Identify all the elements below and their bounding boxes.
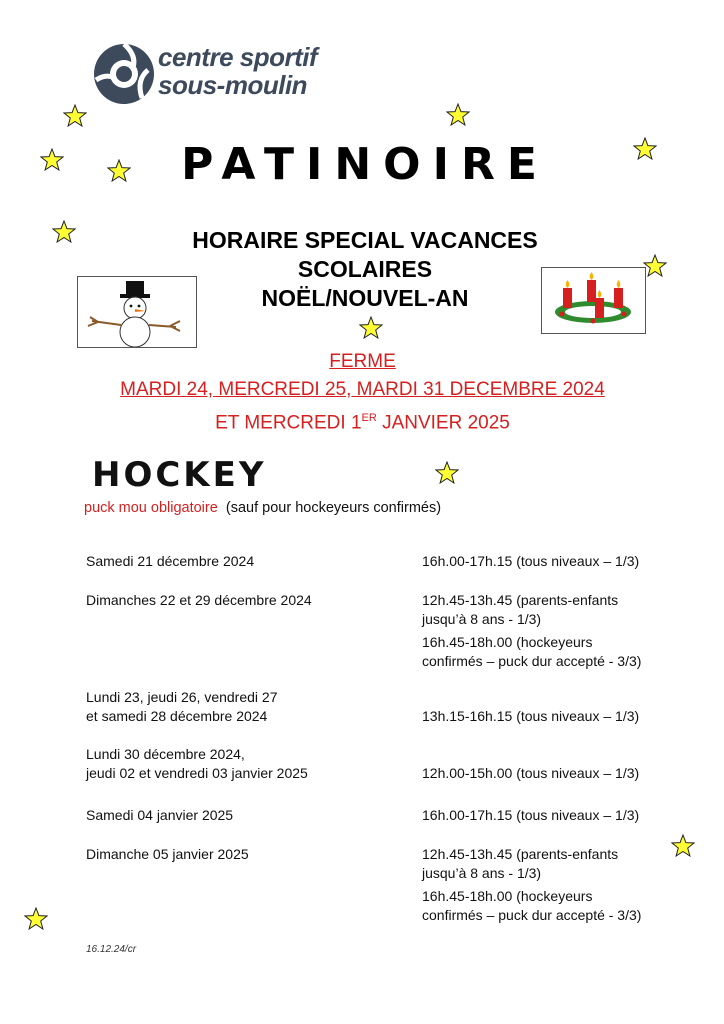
schedule-time [422,887,672,925]
schedule-time [422,764,672,783]
schedule-date-line: et samedi 28 décembre 2024 [86,708,268,724]
star-icon [63,104,87,128]
closed-dates-line2-pre: ET MERCREDI 1 [215,412,362,434]
schedule-date [86,745,406,783]
closed-heading: FERME [329,351,396,372]
schedule-time-line: 16h.45-18h.00 (hockeyeurs [422,888,593,904]
star-icon [671,834,695,858]
schedule-time-line: 12h.45-13h.45 (parents-enfants [422,846,619,862]
schedule-date-line: Lundi 30 décembre 2024, [86,746,245,762]
schedule-time [422,552,672,571]
schedule-time-line: 16h.45-18h.00 (hockeyeurs [422,634,593,650]
schedule-time-line: 13h.15-16h.15 (tous niveaux – 1/3) [422,708,640,724]
schedule-time-line: jusqu’à 8 ans - 1/3) [422,611,542,627]
schedule-time-line: 12h.45-13h.45 (parents-enfants [422,592,619,608]
star-icon [359,316,383,340]
schedule-date-line: Samedi 04 janvier 2025 [86,807,234,823]
star-icon [435,461,459,485]
schedule-date [86,591,406,610]
snowman-icon [78,277,196,347]
advent-candles-picture [541,267,646,334]
closed-dates-line2 [90,404,635,437]
schedule-date [86,552,406,571]
closed-dates-line2-post: JANVIER 2025 [376,412,510,434]
subtitle-line-2: SCOLAIRES [297,256,433,282]
section-note-red: puck mou obligatoire [84,500,218,516]
logo-text-line2: sous-moulin [158,70,308,100]
schedule-time-line: confirmés – puck dur accepté - 3/3) [422,907,642,923]
star-icon [107,159,131,183]
schedule-time-line: confirmés – puck dur accepté - 3/3) [422,653,642,669]
star-icon [633,137,657,161]
subtitle-line-1: HORAIRE SPECIAL VACANCES [192,227,538,253]
schedule-time [422,845,672,883]
section-title: HOCKEY [92,455,267,495]
logo-text-line1: centre sportif [158,42,318,72]
section-note-black: (sauf pour hockeyeurs confirmés) [225,500,442,516]
closed-notice [90,348,635,437]
schedule-date-line: Dimanche 05 janvier 2025 [86,846,249,862]
schedule-date-line: jeudi 02 et vendredi 03 janvier 2025 [86,765,308,781]
schedule-time [422,806,672,825]
schedule-time-line: 16h.00-17h.15 (tous niveaux – 1/3) [422,553,640,569]
schedule-date-line: Samedi 21 décembre 2024 [86,553,255,569]
closed-dates-line1: MARDI 24, MERCREDI 25, MARDI 31 DECEMBRE 2024 [120,379,605,400]
schedule-time-line: 16h.00-17h.15 (tous niveaux – 1/3) [422,807,640,823]
section-note [84,500,441,516]
star-icon [52,220,76,244]
footer-reference: 16.12.24/cr [86,944,137,955]
schedule-date-line: Lundi 23, jeudi 26, vendredi 27 [86,689,278,705]
schedule-time-line: 12h.00-15h.00 (tous niveaux – 1/3) [422,765,640,781]
schedule-time [422,591,672,629]
schedule-time-line: jusqu’à 8 ans - 1/3) [422,865,542,881]
schedule-date [86,688,406,726]
advent-candles-icon [542,268,645,333]
page-title: PATINOIRE [181,139,549,190]
subtitle [130,226,600,313]
schedule-date [86,845,406,864]
star-icon [643,254,667,278]
closed-dates-line2-sup: ER [361,412,377,424]
schedule-date [86,806,406,825]
snowman-picture [77,276,197,348]
schedule-date-line: Dimanches 22 et 29 décembre 2024 [86,592,312,608]
star-icon [24,907,48,931]
subtitle-line-3: NOËL/NOUVEL-AN [261,285,469,311]
logo [90,40,350,110]
star-icon [446,103,470,127]
schedule-time [422,707,672,726]
schedule-time [422,633,672,671]
logo-icon [90,40,158,108]
star-icon [40,148,64,172]
